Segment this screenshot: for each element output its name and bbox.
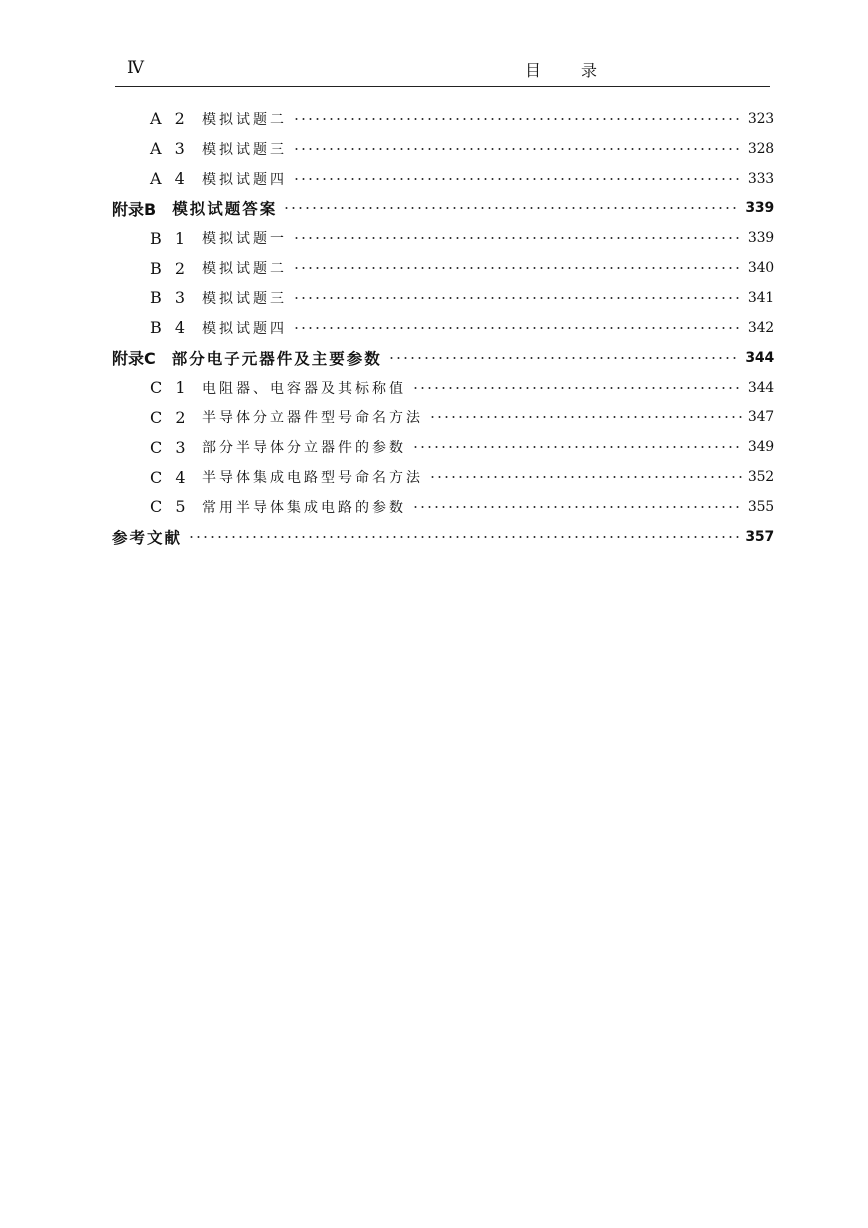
toc-entry-number: C 2 <box>150 407 190 427</box>
toc-entry[interactable] <box>112 373 774 403</box>
dot-leader <box>293 118 742 120</box>
toc-entry-page: 328 <box>747 140 774 157</box>
toc-entry[interactable] <box>112 134 774 164</box>
dot-leader <box>412 387 742 389</box>
toc-entry-number: B 3 <box>150 288 190 308</box>
toc-entry-number: C 4 <box>150 467 190 487</box>
toc-entry-title: 模拟试题答案 <box>172 200 278 219</box>
toc-entry[interactable] <box>112 164 774 194</box>
toc-entry-number: C 3 <box>150 437 190 457</box>
dot-leader <box>412 446 742 448</box>
toc-entry-page: 355 <box>747 498 774 515</box>
page-header <box>115 58 770 88</box>
dot-leader <box>388 357 740 359</box>
toc-entry-title: 模拟试题三 <box>202 141 287 158</box>
toc-entry[interactable] <box>112 492 774 522</box>
toc-entry[interactable] <box>112 313 774 343</box>
toc-entry-title: 模拟试题四 <box>202 320 287 337</box>
toc-entry-page: 357 <box>745 528 774 545</box>
dot-leader <box>283 207 739 209</box>
dot-leader <box>188 536 739 538</box>
toc-entry[interactable] <box>112 402 774 432</box>
toc-entry-page: 339 <box>745 200 774 217</box>
toc-entry-number: B 4 <box>150 318 190 338</box>
toc-appendix-entry[interactable] <box>112 522 774 552</box>
toc-entry-number: C 5 <box>150 497 190 517</box>
toc-entry-number: C 1 <box>150 378 190 398</box>
dot-leader <box>293 327 742 329</box>
toc-entry-number: A 4 <box>150 169 189 189</box>
dot-leader <box>293 148 742 150</box>
toc-entry-title: 半导体分立器件型号命名方法 <box>202 410 423 427</box>
dot-leader <box>293 297 742 299</box>
toc-entry-page: 340 <box>747 260 774 277</box>
toc-entry-number: A 2 <box>150 109 189 129</box>
toc-entry-page: 349 <box>747 439 774 456</box>
toc-entry-title: 模拟试题二 <box>202 261 287 278</box>
toc-entry[interactable] <box>112 253 774 283</box>
toc-entry-title: 部分电子元器件及主要参数 <box>171 349 382 368</box>
page-title: 目录 <box>525 61 638 80</box>
toc-entry-number: B 1 <box>150 228 190 248</box>
dot-leader <box>293 237 742 239</box>
toc-entry-page: 323 <box>747 110 774 127</box>
header-rule <box>115 86 770 87</box>
toc-entry-number: A 3 <box>150 139 189 159</box>
toc-entry[interactable] <box>112 462 774 492</box>
toc-entry-title: 模拟试题三 <box>202 290 287 307</box>
toc-entry-title: 半导体集成电路型号命名方法 <box>202 470 423 487</box>
toc-entry-page: 341 <box>747 289 774 306</box>
toc-entry-number: B 2 <box>150 258 190 278</box>
toc-entry-title: 部分半导体分立器件的参数 <box>202 440 406 457</box>
toc-entry[interactable] <box>112 432 774 462</box>
toc-entry-number: 附录C <box>112 349 156 369</box>
toc-entry-page: 333 <box>747 170 774 187</box>
toc-entry-page: 347 <box>747 409 774 426</box>
toc-appendix-entry[interactable] <box>112 343 774 373</box>
dot-leader <box>293 178 742 180</box>
toc-entry-number: 附录B <box>112 199 157 219</box>
dot-leader <box>293 267 742 269</box>
toc-appendix-entry[interactable] <box>112 194 774 224</box>
toc-entry-page: 342 <box>747 319 774 336</box>
toc-entry-title: 电阻器、电容器及其标称值 <box>202 380 406 397</box>
toc-entry[interactable] <box>112 223 774 253</box>
toc-entry-page: 344 <box>745 349 774 366</box>
dot-leader <box>412 506 742 508</box>
dot-leader <box>429 476 742 478</box>
toc-entry-title: 模拟试题一 <box>202 231 287 248</box>
toc-entry-page: 344 <box>747 379 774 396</box>
toc-entry-title: 模拟试题二 <box>202 111 287 128</box>
toc-entry-page: 352 <box>747 469 774 486</box>
toc-entry[interactable] <box>112 104 774 134</box>
toc-entry-page: 339 <box>747 230 774 247</box>
toc-entry-title: 参考文献 <box>112 528 183 547</box>
toc-entry[interactable] <box>112 283 774 313</box>
page-number: Ⅳ <box>127 58 144 78</box>
table-of-contents <box>112 104 774 552</box>
toc-entry-title: 模拟试题四 <box>202 171 287 188</box>
toc-entry-title: 常用半导体集成电路的参数 <box>202 499 406 516</box>
dot-leader <box>429 416 742 418</box>
